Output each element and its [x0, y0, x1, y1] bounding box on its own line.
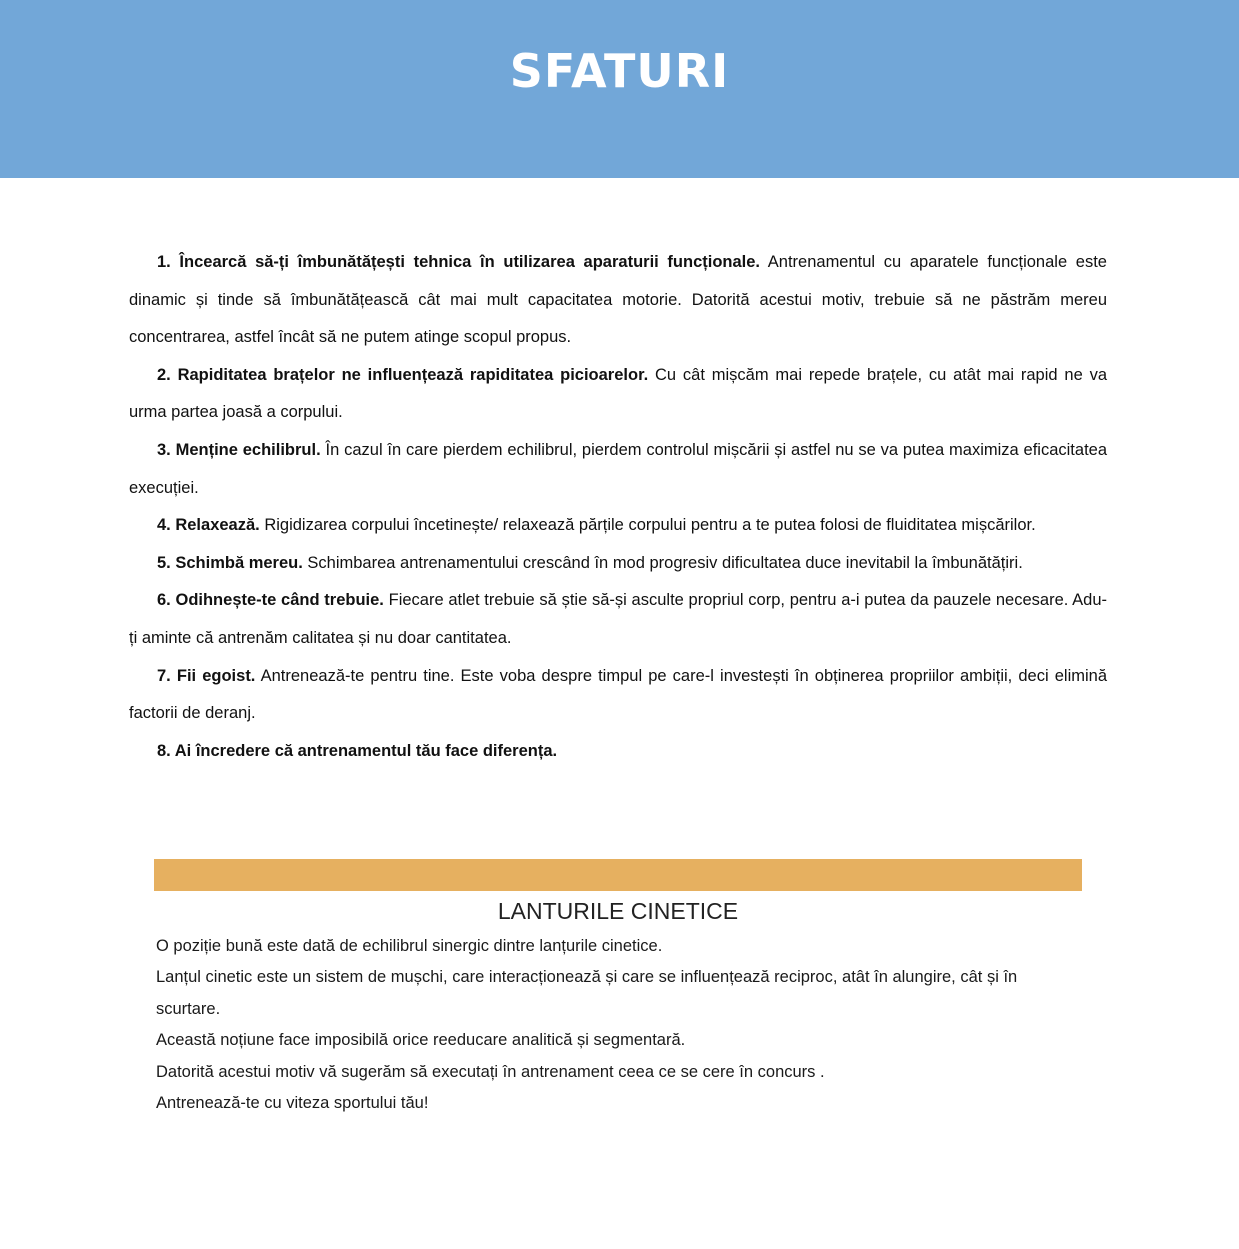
section-line: O poziție bună este dată de echilibrul sinergic dintre lanțurile cinetice. [156, 937, 663, 955]
tip-item [129, 733, 1107, 771]
tips-list [129, 244, 1107, 770]
tip-item [129, 507, 1107, 545]
tip-heading: 8. Ai încredere că antrenamentul tău face diferența. [157, 741, 558, 760]
tip-text: Fiecare atlet trebuie să știe să-și asculte propriul corp, pentru a-i putea da pauzele necesare. Adu-ți aminte că antrenăm calitatea și nu doar cantitatea. [129, 591, 1108, 647]
section-body [156, 931, 1082, 1119]
section-line: Lanțul cinetic este un sistem de mușchi, care interacționează și care se influențează reciproc, atât în alungire, cât și în scurtare. [156, 968, 1018, 1018]
tip-item [129, 545, 1107, 583]
tip-heading: 5. Schimbă mereu. [157, 553, 303, 572]
tip-text: Antrenează-te pentru tine. Este voba despre timpul pe care-l investești în obținerea propriilor ambiții, deci elimină factorii de deranj. [129, 666, 1108, 723]
tip-item [129, 357, 1107, 432]
section-accent-bar [154, 859, 1082, 891]
section-line: Antrenează-te cu viteza sportului tău! [156, 1094, 429, 1113]
tip-text: Rigidizarea corpului încetinește/ relaxează părțile corpului pentru a te putea folosi de fluiditatea mișcărilor. [259, 516, 1036, 535]
tip-item [129, 244, 1107, 357]
tip-text: Cu cât mișcăm mai repede brațele, cu atât mai rapid ne va urma partea joasă a corpului. [129, 365, 1108, 422]
page-title: SFATURI [509, 44, 730, 98]
tip-heading: 7. Fii egoist. [157, 666, 256, 685]
tip-text: Antrenamentul cu aparatele funcționale este dinamic și tinde să îmbunătățească cât mai mult capacitatea motorie. Datorită acestui motiv, trebuie să ne păstrăm mereu concentrarea, astfel încât să ne putem atinge scopul propus. [129, 253, 1107, 347]
tip-text: Schimbarea antrenamentului crescând în mod progresiv dificultatea duce inevitabil la îmbunătățiri. [302, 553, 1023, 572]
section-line: Datorită acestui motiv vă sugerăm să executați în antrenament ceea ce se cere în concurs . [156, 1062, 825, 1081]
tip-heading: 4. Relaxează. [157, 516, 260, 535]
tip-text: În cazul în care pierdem echilibrul, pierdem controlul mișcării și astfel nu se va putea maximiza eficacitatea execuției. [129, 440, 1108, 497]
tip-heading: 2. Rapiditatea brațelor ne influențează rapiditatea picioarelor. [157, 365, 649, 384]
tip-heading: 6. Odihnește-te când trebuie. [157, 591, 384, 610]
tip-item [129, 658, 1107, 733]
header-banner [0, 0, 1239, 178]
tip-heading: 3. Menține echilibrul. [157, 440, 321, 459]
section-line: Această noțiune face imposibilă orice reeducare analitică și segmentară. [156, 1031, 686, 1050]
tip-item [129, 432, 1107, 507]
tip-heading: 1. Încearcă să-ți îmbunătățești tehnica în utilizarea aparaturii funcționale. [157, 253, 761, 271]
section-title: LANTURILE CINETICE [497, 898, 739, 924]
tip-item [129, 582, 1107, 657]
